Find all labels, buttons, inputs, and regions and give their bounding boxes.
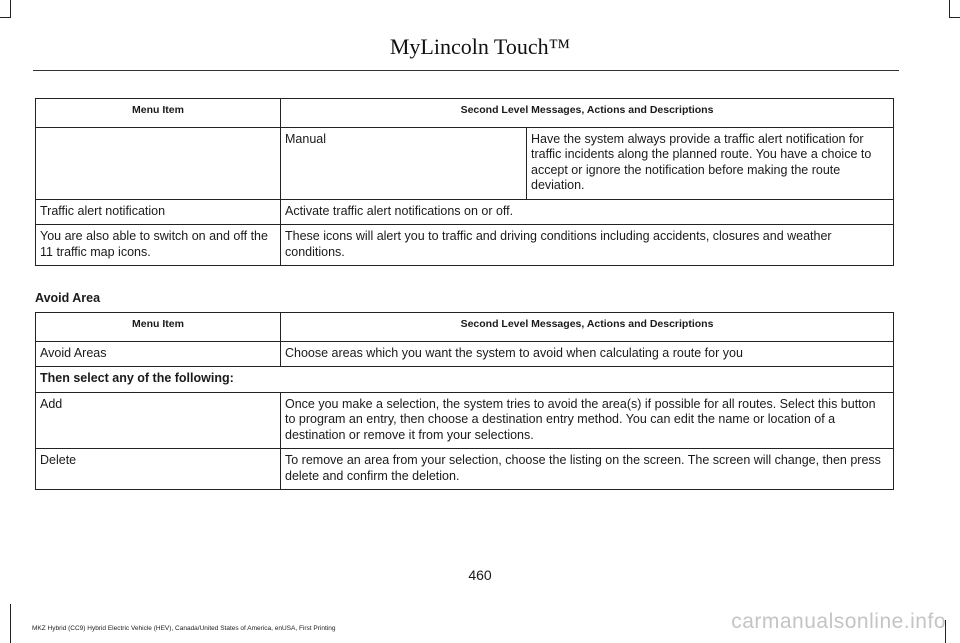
page-title: MyLincoln Touch™ xyxy=(389,34,571,59)
table-row xyxy=(36,341,894,367)
table-cell: These icons will alert you to traffic and driving conditions including accidents, closures and weather conditions. xyxy=(281,225,894,266)
crop-mark-top-right-h xyxy=(949,17,960,18)
avoid-area-table xyxy=(35,312,894,490)
table-header-row xyxy=(36,313,894,342)
table-cell: Activate traffic alert notifications on or off. xyxy=(281,199,894,225)
table-cell: Avoid Areas xyxy=(36,341,281,367)
table-header-row xyxy=(36,99,894,128)
table-cell: Traffic alert notification xyxy=(36,199,281,225)
crop-mark-top-left-v xyxy=(10,0,11,18)
crop-mark-bottom-left-v xyxy=(10,604,11,643)
section-heading: Avoid Area xyxy=(35,291,101,305)
table-subheading: Then select any of the following: xyxy=(36,367,894,393)
footer-text: MKZ Hybrid (CC9) Hybrid Electric Vehicle (HEV), Canada/United States of America, enUSA, First Printing xyxy=(32,625,336,632)
table-cell: To remove an area from your selection, choose the listing on the screen. The screen will change, then press delete and confirm the deletion. xyxy=(281,449,894,490)
table-cell: Add xyxy=(36,392,281,449)
table-row xyxy=(36,367,894,393)
column-header-descriptions: Second Level Messages, Actions and Descriptions xyxy=(281,99,894,128)
watermark: carmanualsonline.info xyxy=(731,610,946,633)
table-cell: Choose areas which you want the system to avoid when calculating a route for you xyxy=(281,341,894,367)
table-cell: You are also able to switch on and off the 11 traffic map icons. xyxy=(36,225,281,266)
table-row xyxy=(36,392,894,449)
column-header-menu-item: Menu Item xyxy=(36,313,281,342)
column-header-descriptions: Second Level Messages, Actions and Descriptions xyxy=(281,313,894,342)
table-cell: Once you make a selection, the system tries to avoid the area(s) if possible for all routes. Select this button to program an entry, then choose a destination entry method. You can edit the name or location of a destination or remove it from your selections. xyxy=(281,392,894,449)
page-number: 460 xyxy=(468,567,492,583)
table-cell: Manual xyxy=(281,127,527,199)
table-cell: Delete xyxy=(36,449,281,490)
column-header-menu-item: Menu Item xyxy=(36,99,281,128)
table-cell xyxy=(36,127,281,199)
table-row xyxy=(36,449,894,490)
table-cell: Have the system always provide a traffic alert notification for traffic incidents along the planned route. You have a choice to accept or ignore the notification before making the route deviation. xyxy=(527,127,894,199)
table-row xyxy=(36,225,894,266)
table-row xyxy=(36,199,894,225)
title-divider xyxy=(33,70,899,71)
crop-mark-top-left-h xyxy=(0,17,11,18)
table-row xyxy=(36,127,894,199)
traffic-options-table xyxy=(35,98,894,266)
crop-mark-top-right-v xyxy=(949,0,950,18)
